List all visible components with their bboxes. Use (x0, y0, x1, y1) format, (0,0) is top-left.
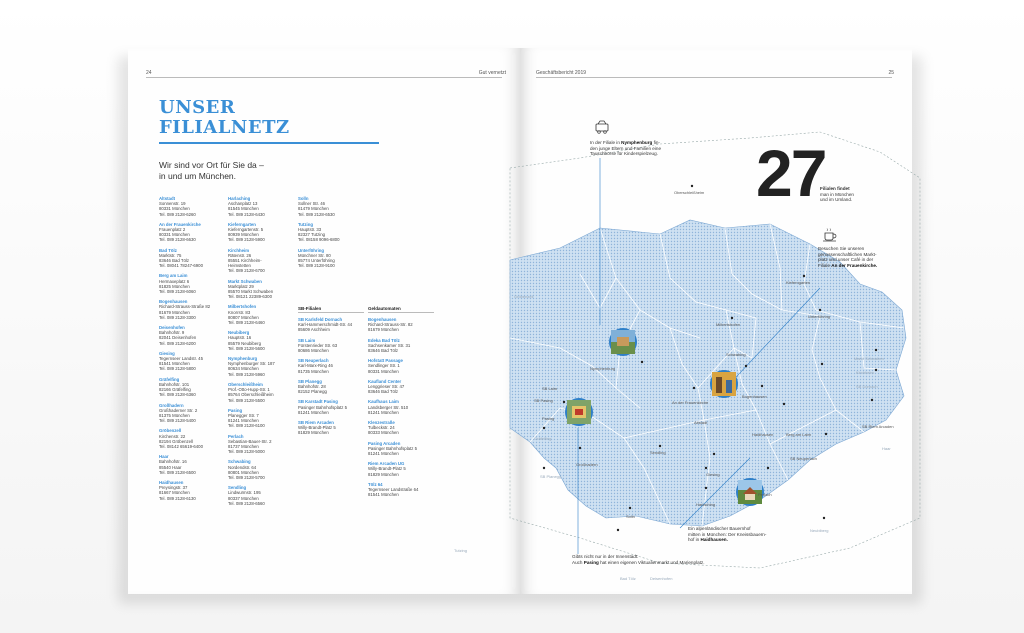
branch-address-line: Landsberger Str. 510 (368, 404, 409, 410)
toy-icon (594, 120, 610, 134)
branch-address-line: 81667 München (159, 490, 190, 496)
branch-address-line: Marktstr. 75 (159, 252, 182, 258)
branch-address-line: 82041 Deisenhofen (159, 335, 197, 341)
branch-address-line: 85609 Aschheim (298, 327, 330, 333)
branch-entry (228, 304, 294, 325)
map-label: Nymphenburg (590, 366, 616, 371)
branch-address-line: 81479 München (298, 206, 329, 212)
branch-name: Tölz 64 (368, 481, 383, 487)
branch-entry (368, 338, 434, 354)
branch-address-line: Kieferngartenstr. 5 (228, 227, 264, 233)
branch-address-line: Tel. 08142 65619-6400 (159, 443, 203, 449)
branch-entry (368, 482, 434, 498)
callout-text: fin- (653, 140, 660, 145)
branch-address-line: Bahnhofstr. 9 (159, 330, 185, 336)
subtitle-line-1: Wir sind vor Ort für Sie da – (159, 160, 264, 170)
branch-address-line: Bahnhofstr. 28 (298, 384, 326, 390)
branch-name: SB Karlsfeld Dornach (298, 317, 343, 322)
callout-text: hof in (688, 537, 700, 543)
callout-text: Tauschbörse für Kinderspielzeug. (590, 151, 658, 157)
atm-column (368, 296, 434, 502)
branch-name: Kieferngarten (228, 221, 256, 227)
branch-address-line: Tel. 089 2128-6500 (159, 469, 196, 475)
branch-address-line: 81241 München (368, 451, 399, 457)
map-label: Tutzing (454, 548, 467, 553)
branch-address-line: Richard-Strauss-Str. 82 (368, 322, 413, 328)
branch-entry (159, 480, 225, 501)
caption-line-2: man in München (820, 191, 854, 197)
branch-entry (368, 420, 434, 436)
branch-entry (298, 379, 364, 395)
branch-address-line: Willy-Brandt-Platz 5 (368, 466, 406, 472)
page-number-right: 25 (888, 70, 894, 76)
map-label: Gröbenzell (514, 294, 534, 299)
caption-line-1: Filialen findet (820, 186, 850, 191)
branch-entry (298, 399, 364, 415)
branch-address-line: Tel. 089 2128-6200 (159, 340, 196, 346)
branch-address-line: 80686 München (298, 348, 329, 354)
branch-address-line: Pasinger Bahnhofsplatz 5 (368, 445, 417, 451)
branch-name: Altstadt (159, 196, 175, 201)
map-label: Bogenhausen (742, 394, 767, 399)
branch-address-line: Hauptstr. 33 (298, 227, 322, 233)
branch-entry (228, 279, 294, 300)
branch-name: Haar (159, 454, 169, 460)
branch-map (520, 48, 912, 594)
callout-text: Auch (572, 559, 583, 565)
callout-text: hat einen eigenen Viktualienmarkt und Marienplatz. (600, 559, 705, 565)
branch-name: Solln (298, 196, 309, 201)
branch-address-line: Bahnhofstr. 101 (159, 381, 190, 387)
header-rule (146, 77, 502, 78)
branch-address-line: 82152 Planegg (298, 389, 327, 395)
branch-address-line: Lenggrieser Str. 47 (368, 384, 405, 390)
left-page (128, 48, 520, 594)
branch-name: Milbertshofen (228, 304, 257, 310)
branch-address-line: 81735 München (298, 368, 329, 374)
branch-name: Gräfelfing (159, 376, 180, 382)
branch-name: Nymphenburg (228, 356, 258, 362)
branch-address-line: Aschanplatz 13 (228, 201, 258, 207)
branch-address-line: 80939 München (228, 232, 259, 238)
subtitle-line-2: in und um München. (159, 171, 237, 181)
branch-name: Klenzestraße (368, 420, 395, 426)
branch-name: Edeka Bad Tölz (368, 337, 400, 343)
branch-address-line: Großhaderner Str. 2 (159, 407, 198, 413)
branch-address-line: Prof.-Otto-Hupp-Str. 1 (228, 387, 270, 393)
map-label: Unterföhring (808, 314, 831, 319)
branch-address-line: Sonnenstr. 19 (159, 201, 186, 207)
branch-entry (228, 434, 294, 455)
branch-address-line: 81679 München (368, 327, 399, 333)
map-label: Sendling (650, 450, 666, 455)
branch-address-line: Tegernseer Landstr. 45 (159, 356, 203, 362)
branch-name: Bogenhausen (159, 299, 188, 305)
branch-address-line: Tel. 08121 22389-6300 (228, 294, 272, 300)
branch-address-line: Planegger Str. 7 (228, 412, 259, 418)
branch-address-line: Pasinger Bahnhofsplatz 5 (298, 404, 347, 410)
branch-entry (228, 222, 294, 243)
branch-address-line: 85764 Oberschleißheim (228, 392, 274, 398)
branch-address-line: Heimstetten (228, 263, 251, 269)
branch-address-line: 81829 München (298, 430, 329, 436)
branch-entry (298, 248, 364, 269)
branch-address-line: Tel. 089 2128-5960 (228, 371, 265, 377)
page-subtitle (159, 160, 339, 182)
branch-address-line: 85551 Kirchheim- (228, 258, 262, 264)
branch-address-line: 81545 München (228, 206, 259, 212)
branch-name: Berg am Laim (159, 273, 188, 279)
branch-address-line: 81541 München (159, 361, 190, 367)
branch-entry (159, 325, 225, 346)
branch-address-line: 81375 München (159, 412, 190, 418)
branch-name: Riem Arcaden UG (368, 461, 405, 467)
sb-heading: SB-Filialen (298, 306, 364, 313)
branch-entry (368, 358, 434, 374)
map-label: Oberschleißheim (674, 190, 705, 195)
branch-entry (159, 377, 225, 398)
map-label: SB Neuperlach (790, 456, 817, 461)
branch-address-line: 81679 München (159, 309, 190, 315)
branch-address-line: Rätenstr. 26 (228, 252, 252, 258)
branch-address-line: 81825 München (159, 283, 190, 289)
branch-entry (228, 330, 294, 351)
branch-entry (228, 485, 294, 506)
branch-address-line: Münchner Str. 80 (298, 252, 331, 258)
branch-name: Pasing Arcaden (368, 440, 401, 446)
branch-name: Harlaching (228, 196, 251, 201)
branch-address-line: 81737 München (228, 443, 259, 449)
branch-name: Haidhausen (159, 479, 184, 485)
branch-name: Sendling (228, 485, 247, 491)
map-label: Kirchheim (856, 370, 874, 375)
branch-address-line: Tel. 089 2128-5700 (228, 474, 265, 480)
branch-address-line: Tel. 089 2128-6060 (159, 289, 196, 295)
map-label: Berg am Laim (786, 432, 811, 437)
branch-entry (159, 196, 225, 217)
map-label: Gräfelfing (534, 436, 552, 441)
title-line-1: UNSER (159, 97, 236, 118)
branch-entry (368, 441, 434, 457)
branch-entry (298, 222, 364, 243)
branch-name: Perlach (228, 433, 244, 439)
map-label: Großhadern (576, 462, 598, 467)
coffee-cup-icon (822, 228, 838, 242)
branch-address-line: Sachsenkamer Str. 31 (368, 342, 411, 348)
branch-address-line: 80634 München (228, 366, 259, 372)
branch-entry (159, 222, 225, 243)
callout-frauenkirche (818, 246, 892, 268)
callout-text: Filiale (818, 262, 830, 268)
map-label: SB Pasing (534, 398, 553, 403)
map-label: Haar (882, 446, 891, 451)
map-label: Schwabing (726, 352, 746, 357)
branch-address-line: Tel. 089 2128-5500 (228, 397, 265, 403)
branch-address-line: Lindwurmstr. 195 (228, 490, 261, 496)
map-label: Bad Tölz (620, 576, 636, 581)
branch-address-line: Tel. 089 2128-6530 (298, 211, 335, 217)
map-label: SB Dornach (856, 384, 878, 389)
branch-name: Gröbenzell (159, 428, 182, 434)
atm-heading: Geldautomaten (368, 306, 434, 313)
map-label: Deisenhofen (650, 576, 673, 581)
callout-nymphenburg (590, 140, 700, 157)
branch-address-line: Tel. 089 2128-6460 (228, 320, 265, 326)
branch-entry (159, 403, 225, 424)
sb-branches-column (298, 296, 364, 441)
map-label: Altstadt (694, 420, 708, 425)
branch-address-line: Hauptstr. 16 (228, 335, 252, 341)
map-label: Markt Schwaben (854, 356, 884, 361)
map-label: Pasing (542, 416, 555, 421)
branch-address-line: Tel. 089 2128-5400 (159, 418, 196, 424)
callout-text: mitten in München: Der Kneissbauern- (688, 531, 767, 537)
branch-name: Neubiberg (228, 330, 250, 336)
callout-text: den junge Eltern und Familien eine (590, 145, 661, 151)
callout-text: In der Filiale in (590, 140, 620, 145)
branch-name: Hofstatt Passage (368, 358, 403, 364)
branch-entry (228, 196, 294, 217)
branch-address-line: 83646 Bad Tölz (368, 389, 399, 395)
map-label: SB Laim (542, 386, 558, 391)
branch-name: Bad Tölz (159, 247, 177, 253)
branch-address-line: 81241 München (298, 409, 329, 415)
branch-name: SB Laim (298, 337, 316, 343)
branch-name: Schwabing (228, 459, 251, 465)
branch-address-line: 80337 München (228, 495, 259, 501)
branch-entry (298, 196, 364, 217)
callout-bold: Nymphenburg (621, 140, 653, 145)
branch-address-line: Tel. 089 2128-9100 (298, 263, 335, 269)
branch-address-line: 85570 Markt Schwaben (228, 289, 274, 295)
branch-entry (298, 338, 364, 354)
branch-name: SB Planegg (298, 378, 322, 384)
branch-address-line: Karl-Marx-Ring 46 (298, 363, 333, 369)
branch-address-line: 80333 München (368, 430, 399, 436)
branch-address-line: Knorrstr. 83 (228, 309, 251, 315)
map-label: Haidhausen (752, 432, 774, 437)
map-label: An der Frauenkirche (672, 400, 709, 405)
branch-address-line: Tulbeckstr. 24 (368, 425, 395, 431)
branch-address-line: Tel. 089 2128-6100 (228, 423, 265, 429)
branch-name: Großhadern (159, 402, 184, 408)
title-underline (159, 142, 379, 144)
branch-entry (298, 358, 364, 374)
branch-address-line: Nymphenburger Str. 187 (228, 361, 275, 367)
branch-address-line: 85540 Haar (159, 464, 182, 470)
branch-count: 27 (756, 136, 826, 210)
branch-entry (298, 420, 364, 436)
branch-entry (228, 408, 294, 429)
map-label: Giesing (706, 472, 720, 477)
branch-address-line: Tegernseer Landstraße 64 (368, 487, 419, 493)
branch-address-line: 80331 München (159, 232, 190, 238)
branch-name: Markt Schwaben (228, 278, 262, 284)
branch-address-line: Tel. 089 2128-5600 (228, 345, 265, 351)
branch-address-line: Marktplatz 29 (228, 283, 254, 289)
caption-line-3: und im Umland. (820, 197, 853, 203)
callout-text: Gibts nicht nur in der Innenstadt: (572, 554, 639, 559)
branch-entry (298, 317, 364, 333)
branch-address-line: Fürstenrieder Str. 63 (298, 342, 338, 348)
branch-address-line: Tel. 089 2128-6560 (228, 500, 265, 506)
title-line-2: FILIALNETZ (159, 117, 290, 138)
branch-address-line: 83646 Bad Tölz (368, 348, 399, 354)
branch-address-line: Willy-Brandt-Platz 5 (298, 425, 336, 431)
branch-entry (368, 399, 434, 415)
branch-column-3 (298, 196, 364, 273)
branch-entry (159, 299, 225, 320)
branch-column-1 (159, 196, 225, 506)
branch-address-line: Sebastian-Bauer-Str. 2 (228, 438, 272, 444)
branch-address-line: Tel. 08041 78247-6900 (159, 263, 203, 269)
callout-bold: An der Frauenkirche. (831, 262, 878, 268)
branch-entry (368, 379, 434, 395)
running-head-right: Geschäftsbericht 2019 (536, 70, 587, 76)
branch-address-line: Kirchenstr. 22 (159, 433, 186, 439)
map-label: Solln (626, 514, 635, 519)
branch-address-line: Tel. 08158 9096-6800 (298, 237, 340, 243)
map-label: SB Riem Arcaden (862, 424, 894, 429)
branch-address-line: Sollner Str. 46 (298, 201, 325, 207)
branch-name: Giesing (159, 350, 175, 356)
branch-address-line: 82166 Gräfelfing (159, 387, 191, 393)
branch-name: Tutzing (298, 221, 313, 227)
branch-address-line: 81241 München (228, 418, 259, 424)
branch-entry (228, 459, 294, 480)
branch-address-line: Tel. 089 2128-5900 (228, 237, 265, 243)
page-title (159, 98, 290, 138)
branch-name: Kaufhaus Laim (368, 399, 399, 405)
branch-name: Oberschleißheim (228, 381, 263, 387)
map-label: Perlach (758, 492, 772, 497)
branch-entry (368, 461, 434, 477)
branch-entry (228, 248, 294, 274)
callout-text: Besuchen Sie unseren (818, 246, 865, 251)
branch-address-line: 80801 München (228, 469, 259, 475)
branch-address-line: 85774 Unterföhring (298, 258, 335, 264)
page-number-left: 24 (146, 70, 152, 76)
branch-entry (159, 273, 225, 294)
branch-entry (159, 351, 225, 372)
branch-column-2 (228, 196, 294, 511)
map-label: Kieferngarten (786, 280, 811, 285)
branch-address-line: Bahnhofstr. 16 (159, 459, 187, 465)
branch-name: SB Riem Arcaden (298, 420, 334, 426)
branch-address-line: Karl-Hammerschmidt-Str. 44 (298, 322, 353, 328)
map-label: Milbertshofen (716, 322, 741, 327)
photo-frauenkirche (710, 370, 738, 398)
callout-pasing (572, 554, 732, 565)
branch-address-line: Tel. 089 2128-6360 (159, 392, 196, 398)
branch-address-line: Tel. 089 2128-6630 (159, 237, 196, 243)
branch-address-line: Richard-Strauss-Straße 82 (159, 304, 211, 310)
branch-name: Deisenhofen (159, 325, 185, 331)
branch-address-line: Hermaxeplatz 6 (159, 278, 190, 284)
branch-address-line: 82194 Gröbenzell (159, 438, 193, 444)
map-label: Neubiberg (810, 528, 829, 533)
branch-address-line: 81541 München (368, 492, 399, 498)
photo-nymphenburg (609, 328, 637, 356)
branch-address-line: Tel. 089 2128-6260 (159, 211, 196, 217)
map-label: SB Planegg (540, 474, 562, 479)
branch-entry (228, 382, 294, 403)
branch-address-line: Tel. 089 2128-6130 (159, 495, 196, 501)
branch-name: Pasing (228, 407, 243, 413)
branch-address-line: 82327 Tutzing (298, 232, 325, 238)
branch-entry (159, 428, 225, 449)
branch-address-line: Tel. 089 2128-5000 (228, 449, 265, 455)
branch-address-line: 80331 München (159, 206, 190, 212)
branch-name: Unterföhring (298, 247, 325, 253)
branch-address-line: Frauenplatz 2 (159, 227, 186, 233)
photo-pasing (565, 398, 593, 426)
branch-address-line: 80807 München (228, 314, 259, 320)
callout-haidhausen (688, 526, 798, 543)
branch-address-line: Tel. 089 2128-6700 (228, 268, 265, 274)
branch-address-line: Tel. 089 2128-3300 (159, 314, 196, 320)
branch-name: Kaufland Center (368, 378, 402, 384)
branch-count-caption (820, 186, 862, 203)
branch-address-line: Tel. 089 2128-6430 (228, 211, 265, 217)
branch-name: SB Neuperlach (298, 358, 329, 364)
branch-address-line: 80331 München (368, 368, 399, 374)
running-head-left: Gut vernetzt (478, 70, 506, 76)
branch-address-line: Preysingstr. 37 (159, 485, 188, 491)
branch-entry (159, 248, 225, 269)
map-label: Harlaching (696, 502, 716, 507)
branch-name: An der Frauenkirche (159, 221, 201, 227)
branch-entry (159, 454, 225, 475)
branch-address-line: Nordendstr. 64 (228, 464, 257, 470)
callout-bold: Pasing (583, 559, 599, 565)
branch-address-line: 83646 Bad Tölz (159, 258, 190, 264)
branch-name: Kirchheim (228, 247, 250, 253)
branch-address-line: 85579 Neubiberg (228, 340, 261, 346)
branch-address-line: 81829 München (368, 471, 399, 477)
branch-address-line: 81241 München (368, 409, 399, 415)
callout-bold: Haidhausen. (700, 537, 728, 543)
branch-entry (228, 356, 294, 377)
branch-address-line: Tel. 089 2128-5800 (159, 366, 196, 372)
callout-text: genossenschaftlichen Markt- (818, 251, 877, 257)
branch-address-line: Sendlinger Str. 1 (368, 363, 400, 369)
callout-text: Ein alpenländischer Bauernhof (688, 526, 751, 531)
branch-entry (368, 317, 434, 333)
callout-text: platz und unser Café in der (818, 257, 874, 263)
branch-name: Bogenhausen (368, 317, 397, 322)
branch-name: SB Karstadt Pasing (298, 399, 338, 405)
